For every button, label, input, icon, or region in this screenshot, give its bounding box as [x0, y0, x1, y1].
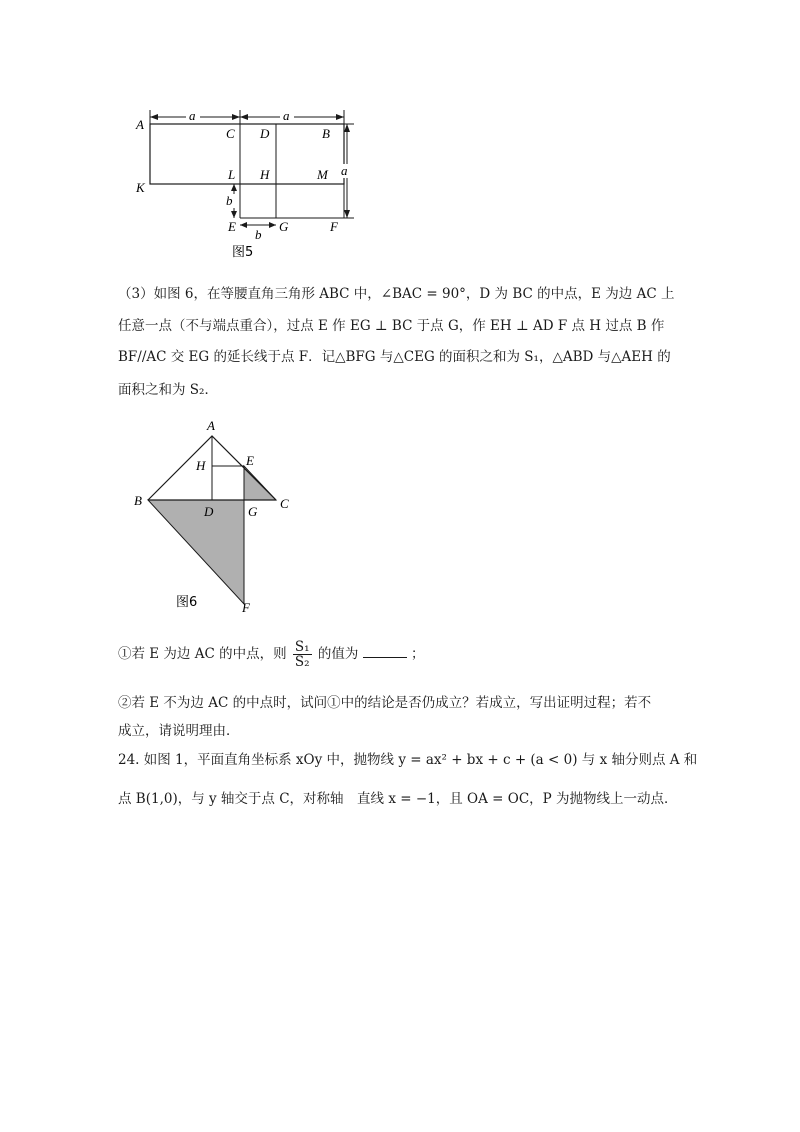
- fig5-label-b-vertical: b: [226, 193, 233, 208]
- q1-denominator: S₂: [294, 654, 310, 670]
- fig5-label-a-vertical: a: [341, 163, 348, 178]
- fig5-label-A: A: [136, 117, 144, 132]
- answer-blank[interactable]: [363, 645, 407, 658]
- fig5-label-a-left: a: [189, 108, 196, 123]
- problem24-line-1: 24. 如图 1，平面直角坐标系 xOy 中，抛物线 y = ax² + bx + c + (a < 0) 与 x 轴分则点 A 和: [118, 752, 698, 768]
- fig5-label-G: G: [279, 219, 289, 234]
- q1-prefix: ①若 E 为边 AC 的中点，则: [118, 646, 287, 662]
- part3-line-3: BF//AC 交 EG 的延长线于点 F．记△BFG 与△CEG 的面积之和为 S₁，△ABD 与△AEH 的: [118, 349, 671, 365]
- fig5-label-a-right: a: [283, 108, 290, 123]
- q1-fraction: [293, 640, 312, 669]
- q2-line-1: ②若 E 不为边 AC 的中点时，试问①中的结论是否仍成立？若成立，写出证明过程；若不: [118, 695, 652, 711]
- fig5-label-B: B: [322, 126, 330, 141]
- figure-6-diagram: [128, 416, 308, 616]
- fig5-label-E: E: [228, 219, 236, 234]
- q2-line-2: 成立，请说明理由．: [118, 723, 240, 739]
- fig6-label-B: B: [134, 493, 142, 508]
- fig6-label-F: F: [242, 600, 250, 615]
- q1-suffix: 的值为: [317, 646, 359, 662]
- q1-numerator: S₁: [294, 639, 310, 655]
- q1-end: ；: [410, 646, 425, 662]
- fig6-label-H: H: [196, 458, 206, 473]
- fig5-label-b-horizontal: b: [255, 227, 262, 242]
- fig5-label-F: F: [330, 219, 338, 234]
- part3-line-2: 任意一点（不与端点重合），过点 E 作 EG ⊥ BC 于点 G，作 EH ⊥ AD F 点 H 过点 B 作: [118, 318, 665, 334]
- fig5-caption: 图5: [232, 245, 254, 260]
- fig5-label-D: D: [260, 126, 270, 141]
- fig5-label-H: H: [260, 167, 270, 182]
- fig5-label-L: L: [228, 167, 236, 182]
- part3-line-4: 面积之和为 S₂．: [118, 382, 218, 398]
- fig6-label-D: D: [204, 504, 214, 519]
- fig5-label-K: K: [136, 180, 145, 195]
- fig6-caption: 图6: [176, 595, 198, 610]
- part3-line-1: （3）如图 6，在等腰直角三角形 ABC 中，∠BAC = 90°，D 为 BC 的中点，E 为边 AC 上: [118, 286, 675, 302]
- fig6-label-G: G: [248, 504, 258, 519]
- question-1: [118, 640, 424, 669]
- problem24-line-2: 点 B(1,0)，与 y 轴交于点 C，对称轴 直线 x = −1，且 OA = OC，P 为抛物线上一动点．: [118, 791, 678, 807]
- figure-5-diagram: [128, 106, 388, 266]
- fig6-label-A: A: [207, 418, 215, 433]
- fig6-label-C: C: [280, 496, 289, 511]
- fig5-label-C: C: [226, 126, 235, 141]
- fig6-label-E: E: [246, 453, 254, 468]
- fig5-label-M: M: [317, 167, 328, 182]
